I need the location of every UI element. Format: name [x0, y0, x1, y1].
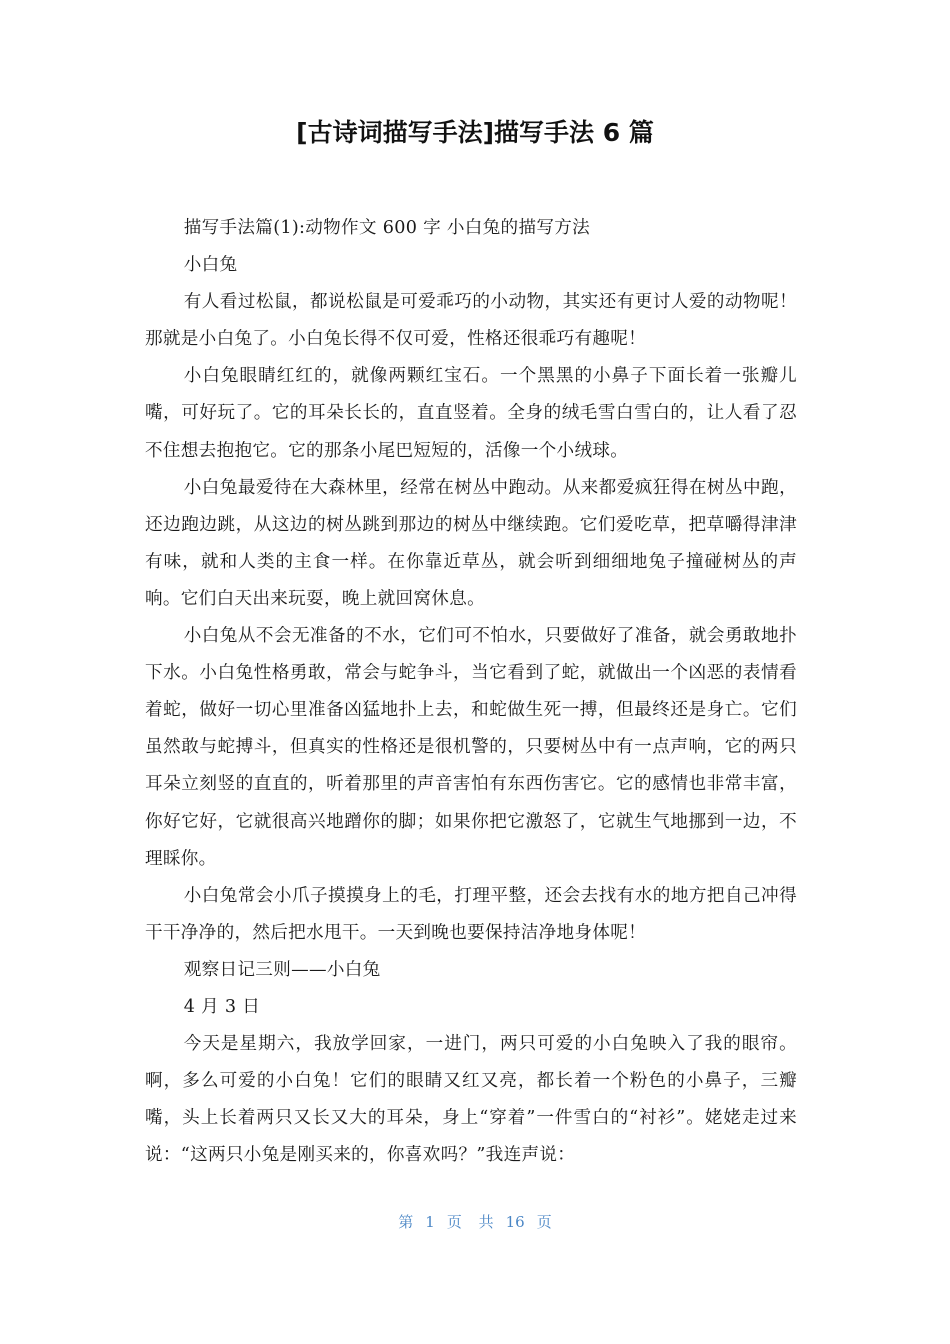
footer-label-page: 第: [398, 1213, 414, 1231]
paragraph: 描写手法篇(1):动物作文 600 字 小白兔的描写方法: [183, 218, 591, 238]
footer-label-end: 页: [536, 1213, 552, 1231]
document-title: [古诗词描写手法]描写手法 6 篇: [296, 118, 654, 147]
paragraph: 小白兔最爱待在大森林里，经常在树丛中跑动。从来都爱疯狂得在树丛中跑，还边跑边跳，从这边的树丛跳到那边的树丛中继续跑。它们爱吃草，把草嚼得津津有味，就和人类的主食一样。在你靠近草丛，就会听到细细地兔子撞碰树丛的声响。它们白天出来玩耍，晚上就回窝休息。: [145, 477, 797, 609]
paragraph: 观察日记三则——小白兔: [183, 959, 381, 980]
footer-label-mid: 页 共: [446, 1213, 494, 1231]
paragraph: 小白兔从不会无准备的不水，它们可不怕水，只要做好了准备，就会勇敢地扑下水。小白兔性格勇敢，常会与蛇争斗，当它看到了蛇，就做出一个凶恶的表情看着蛇，做好一切心里准备凶猛地扑上去，和蛇做生死一搏，但最终还是身亡。它们虽然敢与蛇搏斗，但真实的性格还是很机警的，只要树丛中有一点声响，它的两只耳朵立刻竖的直直的，听着那里的声音害怕有东西伤害它。它的感情也非常丰富，你好它好，它就很高兴地蹭你的脚；如果你把它激怒了，它就生气地挪到一边，不理睬你。: [145, 626, 797, 869]
footer-current-page: 1: [425, 1213, 435, 1231]
paragraph: 今天是星期六，我放学回家，一进门，两只可爱的小白兔映入了我的眼帘。啊，多么可爱的小白兔！它们的眼睛又红又亮，都长着一个粉色的小鼻子，三瓣嘴，头上长着两只又长又大的耳朵，身上“穿着”一件雪白的“衬衫”。姥姥走过来说：“这两只小兔是刚买来的，你喜欢吗？”我连声说：: [145, 1034, 797, 1166]
document-body: [145, 210, 797, 1174]
paragraph: 小白兔眼睛红红的，就像两颗红宝石。一个黑黑的小鼻子下面长着一张瓣儿嘴，可好玩了。它的耳朵长长的，直直竖着。全身的绒毛雪白雪白的，让人看了忍不住想去抱抱它。它的那条小尾巴短短的，活像一个小绒球。: [145, 366, 797, 461]
paragraph: 小白兔常会小爪子摸摸身上的毛，打理平整，还会去找有水的地方把自己冲得干干净净的，然后把水甩干。一天到晚也要保持洁净地身体呢！: [145, 885, 797, 943]
paragraph: 4 月 3 日: [183, 996, 261, 1017]
page-footer: [0, 1210, 950, 1234]
paragraph: 有人看过松鼠，都说松鼠是可爱乖巧的小动物，其实还有更讨人爱的动物呢！那就是小白兔了。小白兔长得不仅可爱，性格还很乖巧有趣呢！: [145, 292, 797, 350]
paragraph: 小白兔: [183, 255, 238, 276]
footer-total-pages: 16: [505, 1213, 525, 1231]
